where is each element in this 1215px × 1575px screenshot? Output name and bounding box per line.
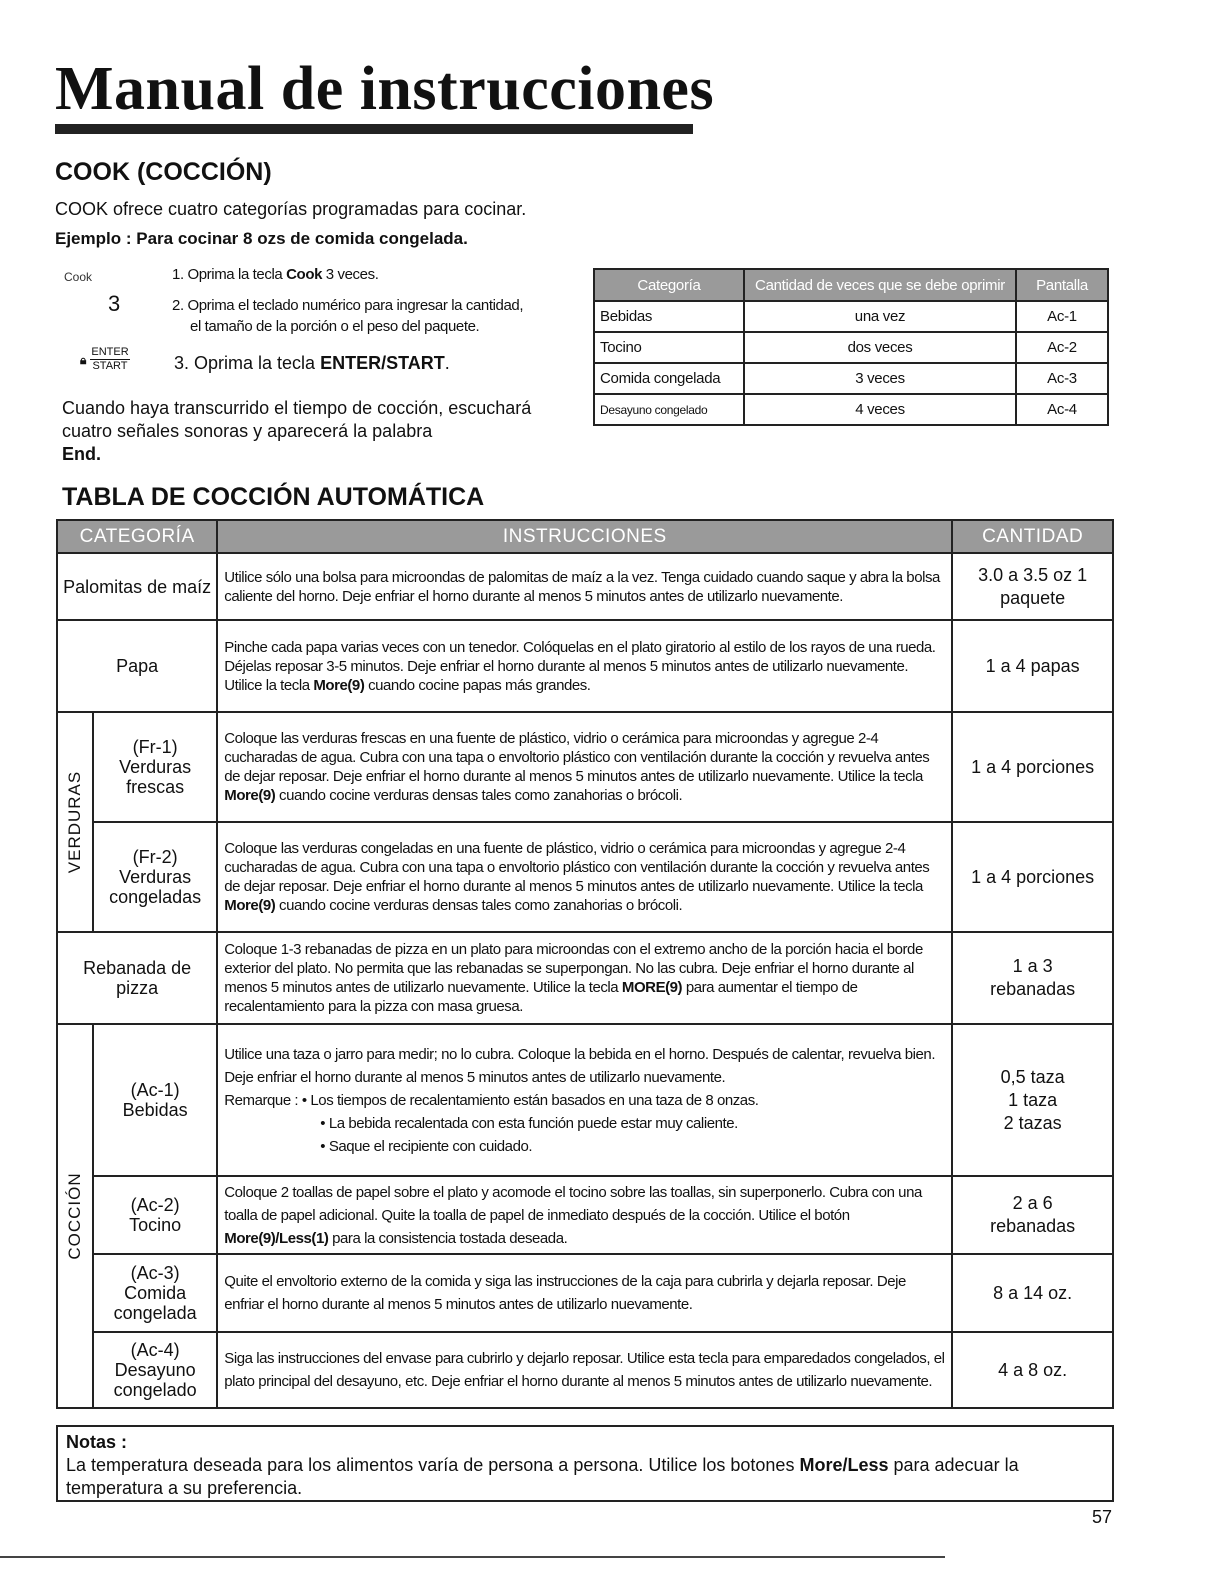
notes-box: Notas : La temperatura deseada para los alimentos varía de persona a persona. Utilice los botones More/Less para adecuar la temperatura a su preferencia. — [56, 1425, 1114, 1502]
cook-end-note: Cuando haya transcurrido el tiempo de cocción, escuchará cuatro señales sonoras y aparecerá la palabra End. — [62, 398, 532, 464]
cook-key-label: Cook — [64, 270, 93, 284]
quantity-cell: 2 a 6 rebanadas — [952, 1176, 1113, 1254]
table-row — [57, 1176, 1113, 1254]
col-header-cantidad: CANTIDAD — [952, 520, 1113, 553]
quantity-cell: 8 a 14 oz. — [952, 1254, 1113, 1332]
instructions-cell: Coloque 2 toallas de papel sobre el plato y acomode el tocino sobre las toallas, sin superponerlo. Cubra con una toalla de papel adicional. Quite la toalla de papel de inmediato después de la cocción. Utilice el botón More(9)/Less(1) para la consistencia tostada deseada. — [217, 1176, 952, 1254]
table-row — [57, 1024, 1113, 1176]
table-row — [57, 620, 1113, 712]
category-cell: (Fr-2) Verduras congeladas — [93, 822, 217, 932]
instructions-cell: Coloque 1-3 rebanadas de pizza en un plato para microondas con el extremo ancho de la porción hacia el borde exterior del plato. No permita que las rebanadas se superpongan. No las cubra. Deje enfriar el horno durante al menos 5 minutos antes de utilizarlo nuevamente. Utilice la tecla MORE(9) para aumentar el tiempo de recalentamiento para la pizza con masa gruesa. — [217, 932, 952, 1024]
table-row — [57, 1332, 1113, 1408]
table-row: Comida congelada 3 veces Ac-3 — [594, 363, 1108, 394]
category-cell: (Ac-2) Tocino — [93, 1176, 217, 1254]
category-cell: (Fr-1) Verduras frescas — [93, 712, 217, 822]
cook-example: Ejemplo : Para cocinar 8 ozs de comida congelada. — [55, 229, 468, 248]
category-cell: Palomitas de maíz — [57, 553, 217, 620]
instructions-cell: Utilice una taza o jarro para medir; no lo cubra. Coloque la bebida en el horno. Después de calentar, revuelva bien. Deje enfriar el horno durante al menos 5 minutos antes de utilizarlo nuevamente. Remarque : • Los tiempos de recalentamiento están basados en una taza de 8 onzas. • La bebida recalentada con esta función puede estar muy caliente. • Saque el recipiente con cuidado. — [217, 1024, 952, 1176]
step-3: 3. Oprima la tecla ENTER/START. — [174, 353, 450, 373]
category-cell: (Ac-4) Desayuno congelado — [93, 1332, 217, 1408]
instructions-cell: Utilice sólo una bolsa para microondas de palomitas de maíz a la vez. Tenga cuidado cuando saque y abra la bolsa caliente del horno. Deje enfriar el horno durante al menos 5 minutos antes de utilizarlo nuevamente. — [217, 553, 952, 620]
cook-heading: COOK (COCCIÓN) — [55, 158, 272, 186]
quantity-cell: 0,5 taza 1 taza 2 tazas — [952, 1024, 1113, 1176]
table-row — [57, 1254, 1113, 1332]
table-row: Tocino dos veces Ac-2 — [594, 332, 1108, 363]
table-row: Desayuno congelado 4 veces Ac-4 — [594, 394, 1108, 425]
title-underline — [55, 124, 693, 134]
category-cell: (Ac-1) Bebidas — [93, 1024, 217, 1176]
col-header-pantalla: Pantalla — [1016, 269, 1108, 301]
instructions-cell: Pinche cada papa varias veces con un tenedor. Colóquelas en el plato giratorio al estilo de los rayos de una rueda. Déjelas reposar 3-5 minutos. Deje enfriar el horno durante al menos 5 minutos antes de utilizarlo nuevamente. Utilice la tecla More(9) cuando cocine papas más grandes. — [217, 620, 952, 712]
auto-cooking-table — [56, 519, 1114, 1409]
quantity-cell: 3.0 a 3.5 oz 1 paquete — [952, 553, 1113, 620]
table-row — [57, 822, 1113, 932]
category-cell: (Ac-3) Comida congelada — [93, 1254, 217, 1332]
quantity-cell: 1 a 3 rebanadas — [952, 932, 1113, 1024]
cook-intro: COOK ofrece cuatro categorías programadas para cocinar. — [55, 199, 527, 219]
quantity-cell: 4 a 8 oz. — [952, 1332, 1113, 1408]
category-cell: Papa — [57, 620, 217, 712]
table-row: Bebidas una vez Ac-1 — [594, 301, 1108, 332]
quantity-cell: 1 a 4 porciones — [952, 822, 1113, 932]
col-header-instrucciones: INSTRUCCIONES — [217, 520, 952, 553]
cook-category-table — [593, 268, 1109, 426]
auto-table-heading: TABLA DE COCCIÓN AUTOMÁTICA — [62, 483, 485, 511]
lock-icon: 🔒︎ — [80, 353, 87, 367]
col-header-categoria: Categoría — [594, 269, 744, 301]
col-header-categoria: CATEGORÍA — [57, 520, 217, 553]
group-coccion: COCCIÓN — [57, 1024, 93, 1408]
enter-start-key: 🔒︎ ENTER START — [80, 346, 129, 372]
instructions-cell: Quite el envoltorio externo de la comida y siga las instrucciones de la caja para cubrirla y dejarla reposar. Deje enfriar el horno durante al menos 5 minutos antes de utilizarlo nuevamente. — [217, 1254, 952, 1332]
group-verduras: VERDURAS — [57, 712, 93, 932]
quantity-cell: 1 a 4 papas — [952, 620, 1113, 712]
step-2: 2. Oprima el teclado numérico para ingresar la cantidad, el tamaño de la porción o el peso del paquete. — [172, 297, 524, 335]
instructions-cell: Coloque las verduras congeladas en una fuente de plástico, vidrio o cerámica para microondas y agregue 2-4 cucharadas de agua. Cubra con una tapa o envoltorio plástico con ventilación durante la cocción y revuelva antes de dejar reposar. Deje enfriar el horno durante al menos 5 minutos antes de utilizarlo nuevamente. Utilice la tecla More(9) cuando cocine verduras densas tales como zanahorias o brócoli. — [217, 822, 952, 932]
table-row — [57, 932, 1113, 1024]
col-header-cantidad: Cantidad de veces que se debe oprimir — [744, 269, 1016, 301]
notes-label: Notas : — [66, 1432, 128, 1452]
instructions-cell: Siga las instrucciones del envase para cubrirlo y dejarlo reposar. Utilice esta tecla para emparedados congelados, el plato principal del desayuno, etc. Deje enfriar el horno durante al menos 5 minutos antes de utilizarlo nuevamente. — [217, 1332, 952, 1408]
instructions-cell: Coloque las verduras frescas en una fuente de plástico, vidrio o cerámica para microondas y agregue 2-4 cucharadas de agua. Cubra con una tapa o envoltorio plástico con ventilación durante la cocción y revuelva antes de dejar reposar. Deje enfriar el horno durante al menos 5 minutos antes de utilizarlo nuevamente. Utilice la tecla More(9) cuando cocine verduras densas tales como zanahorias o brócoli. — [217, 712, 952, 822]
digit-3-key: 3 — [108, 291, 121, 316]
page-title: Manual de instrucciones — [55, 55, 715, 123]
page-number: 57 — [1092, 1507, 1113, 1527]
quantity-cell: 1 a 4 porciones — [952, 712, 1113, 822]
table-row — [57, 553, 1113, 620]
bottom-divider — [0, 1556, 945, 1558]
step-1: 1. Oprima la tecla Cook 3 veces. — [172, 266, 379, 283]
category-cell: Rebanada de pizza — [57, 932, 217, 1024]
table-row — [57, 712, 1113, 822]
